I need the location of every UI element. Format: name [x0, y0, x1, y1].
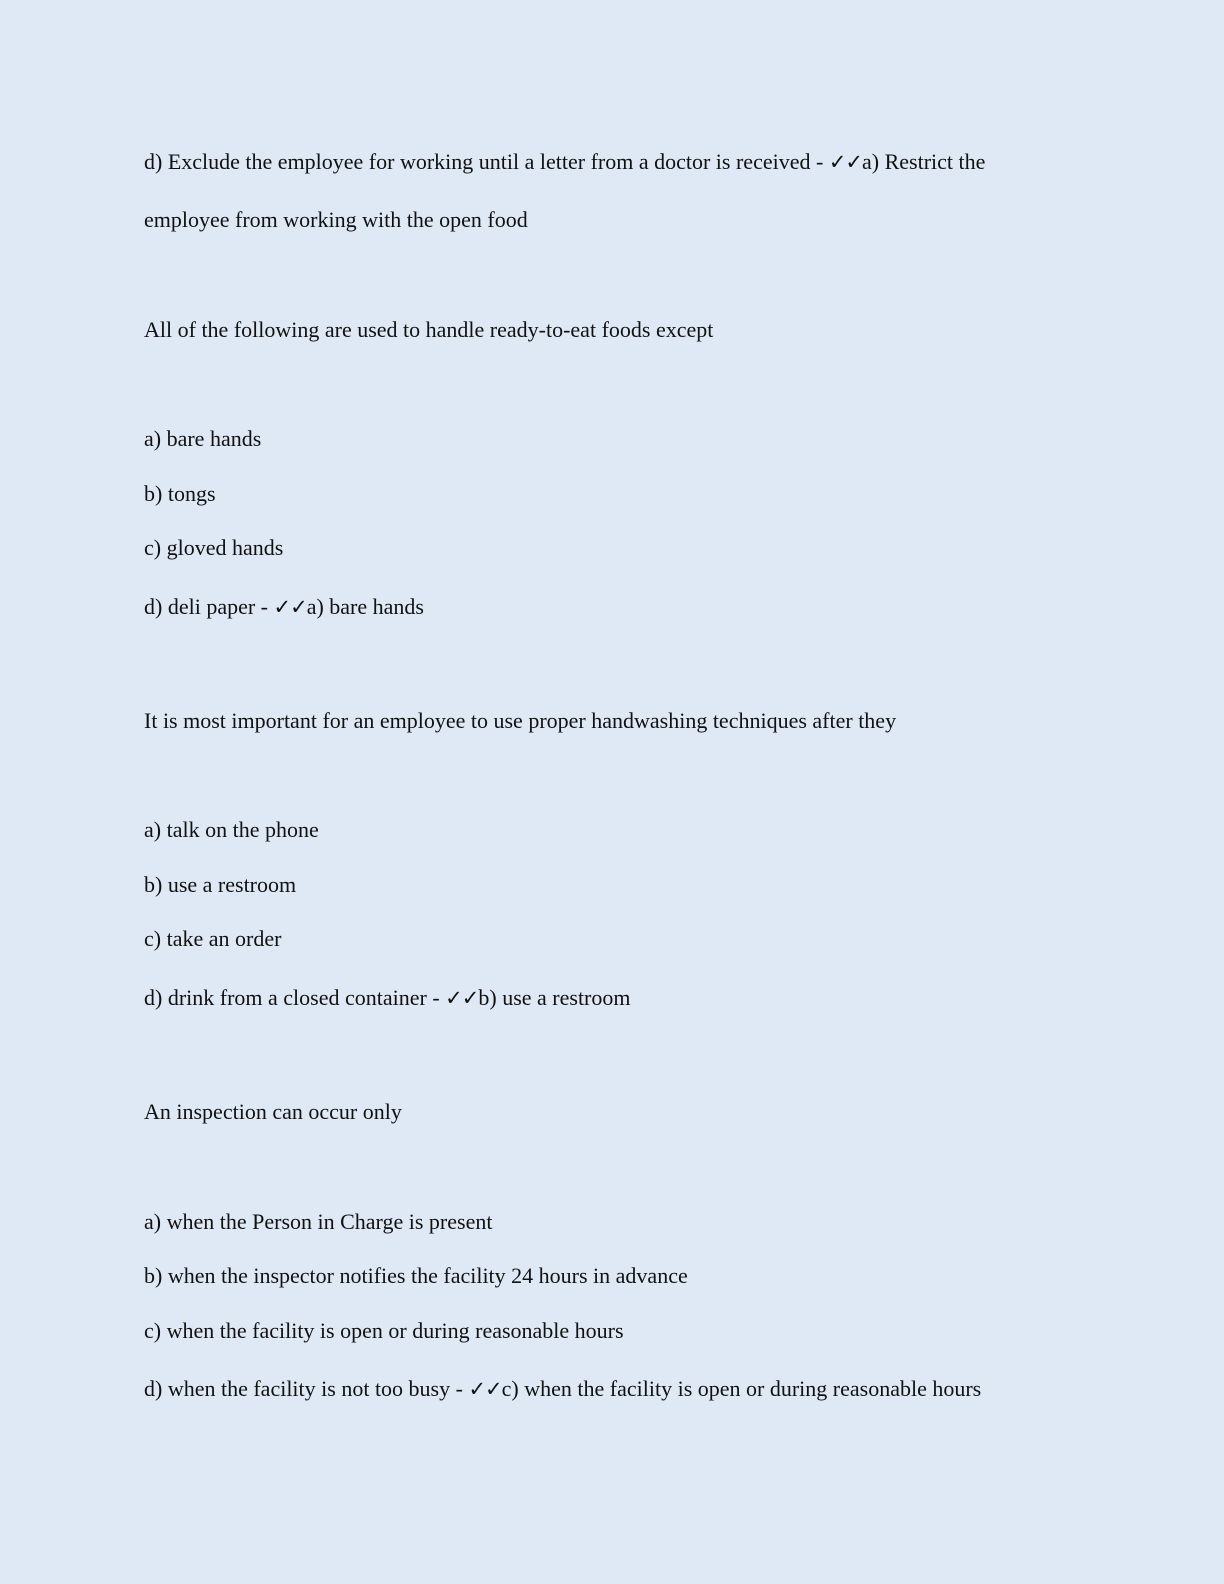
q3-option-d: d) when the facility is not too busy -	[144, 1376, 463, 1401]
q2-option-d-line	[144, 983, 631, 1013]
q3-option-a: a) when the Person in Charge is present	[144, 1209, 493, 1234]
q0-option-d: d) Exclude the employee for working until a letter from a doctor is received -	[144, 149, 824, 174]
q1-option-d: d) deli paper -	[144, 594, 268, 619]
q1-option-c: c) gloved hands	[144, 535, 284, 560]
q3-question: An inspection can occur only	[144, 1099, 402, 1124]
q3-option-b: b) when the inspector notifies the facility 24 hours in advance	[144, 1263, 688, 1288]
q2-answer: b) use a restroom	[478, 985, 631, 1010]
q1-question: All of the following are used to handle ready-to-eat foods except	[144, 317, 714, 342]
q0-answer: a) Restrict the	[862, 149, 986, 174]
q0-option-d-line	[144, 147, 985, 177]
q1-option-b: b) tongs	[144, 481, 216, 506]
q2-option-b: b) use a restroom	[144, 872, 297, 897]
q3-option-d-line	[144, 1374, 981, 1404]
q2-option-c: c) take an order	[144, 926, 282, 951]
q1-answer: a) bare hands	[306, 594, 424, 619]
q2-question: It is most important for an employee to use proper handwashing techniques after they	[144, 708, 897, 733]
q2-option-d: d) drink from a closed container -	[144, 985, 440, 1010]
q3-option-c: c) when the facility is open or during reasonable hours	[144, 1318, 624, 1343]
q0-answer-continued: employee from working with the open food	[144, 207, 528, 232]
double-check-icon: ✓✓	[445, 986, 479, 1010]
q2-option-a: a) talk on the phone	[144, 817, 319, 842]
q3-answer: c) when the facility is open or during reasonable hours	[501, 1376, 982, 1401]
double-check-icon: ✓✓	[828, 150, 863, 174]
double-check-icon: ✓✓	[273, 595, 307, 619]
double-check-icon: ✓✓	[468, 1377, 502, 1401]
q1-option-d-line	[144, 592, 424, 622]
q1-option-a: a) bare hands	[144, 426, 262, 451]
